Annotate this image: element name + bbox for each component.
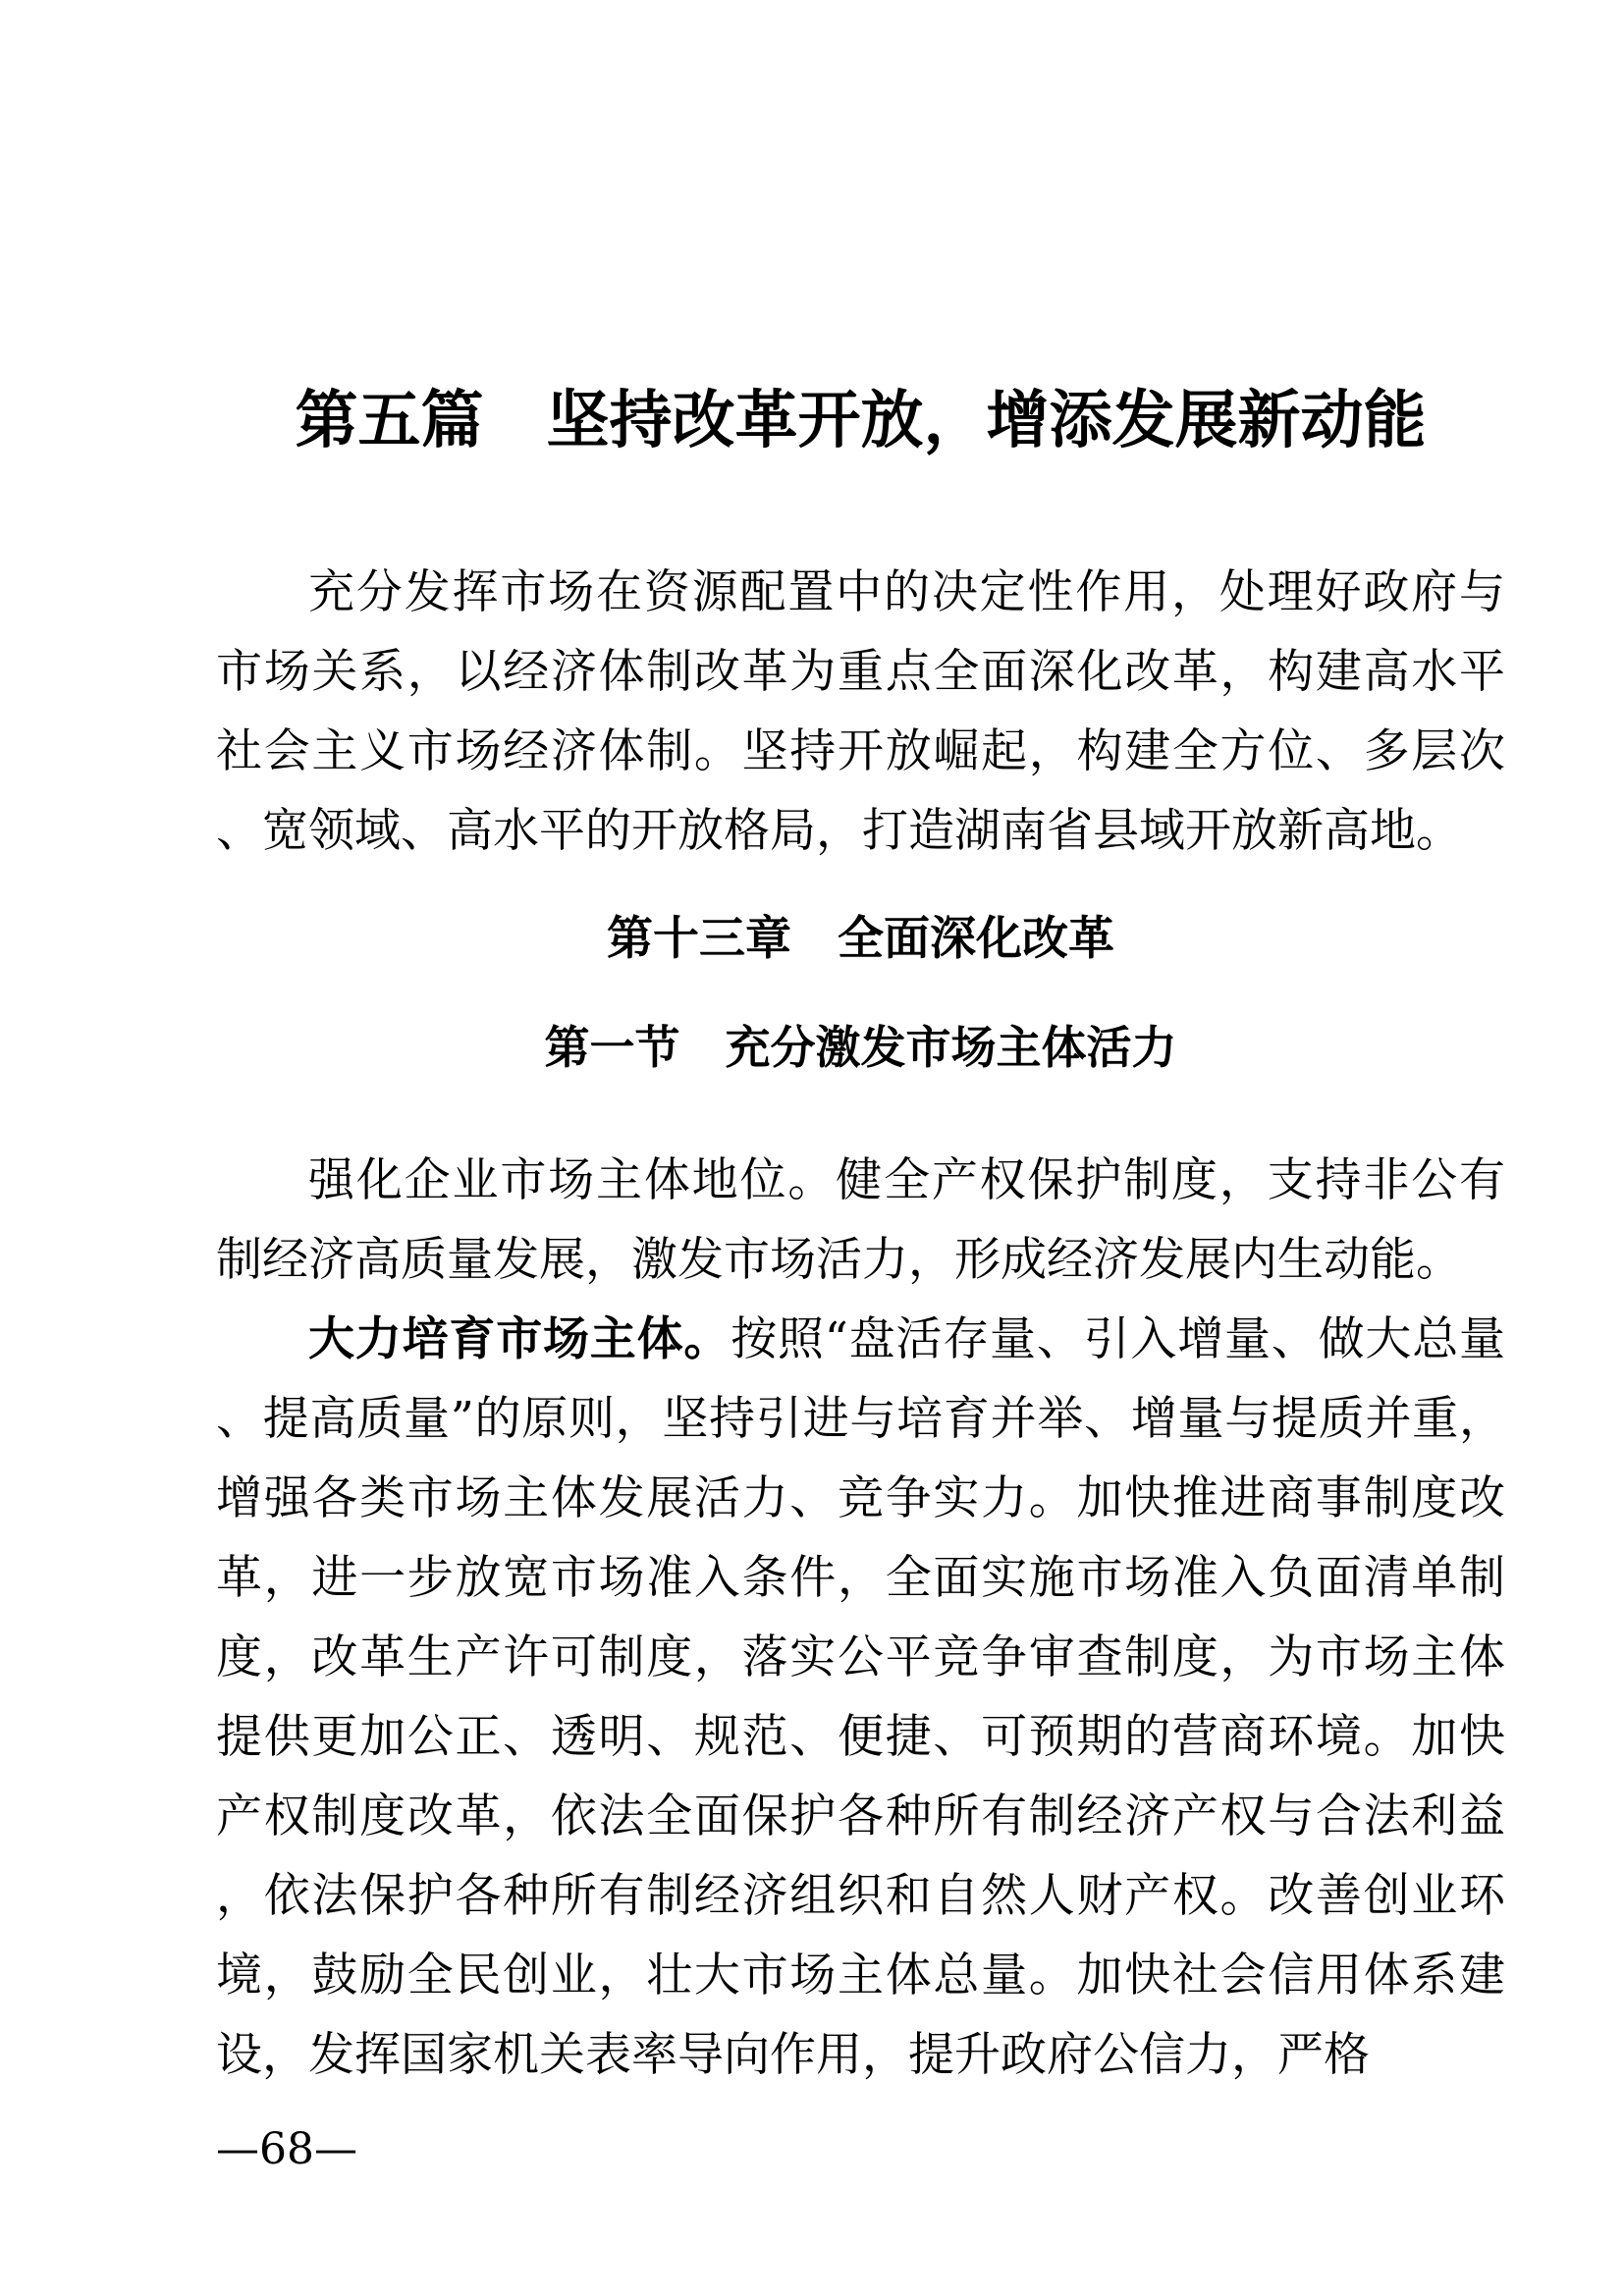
chapter-heading: 第十三章 全面深化改革	[607, 912, 1114, 966]
page-number: —68—	[216, 2124, 357, 2174]
paragraph-cultivate-market-entities	[216, 1300, 1505, 2095]
part-title: 第五篇 坚持改革开放，增添发展新动能	[295, 384, 1427, 457]
section-heading: 第一节 充分激发市场主体活力	[544, 1021, 1177, 1074]
paragraph-regular-text: 按照“盘活存量、引入增量、做大总量、提高质量”的原则，坚持引进与培育并举、增量与提质并重，增强各类市场主体发展活力、竞争实力。加快推进商事制度改革，进一步放宽市场准入条件，全面实施市场准入负面清单制度，改革生产许可制度，落实公平竞争审查制度，为市场主体提供更加公正、透明、规范、便捷、可预期的营商环境。加快产权制度改革，依法全面保护各种所有制经济产权与合法利益，依法保护各种所有制经济组织和自然人财产权。改善创业环境，鼓励全民创业，壮大市场主体总量。加快社会信用体系建设，发挥国家机关表率导向作用，提升政府公信力，严格	[216, 1312, 1506, 2082]
paragraph-bold-lead: 大力培育市场主体。	[308, 1312, 731, 1366]
document-body	[216, 0, 1505, 2095]
paragraph-market-entity-status: 强化企业市场主体地位。健全产权保护制度，支持非公有制经济高质量发展，激发市场活力，形成经济发展内生动能。	[216, 1153, 1505, 1287]
intro-paragraph: 充分发挥市场在资源配置中的决定性作用，处理好政府与市场关系，以经济体制改革为重点全面深化改革，构建高水平社会主义市场经济体制。坚持开放崛起，构建全方位、多层次、宽领域、高水平的开放格局，打造湖南省县域开放新高地。	[216, 565, 1505, 858]
